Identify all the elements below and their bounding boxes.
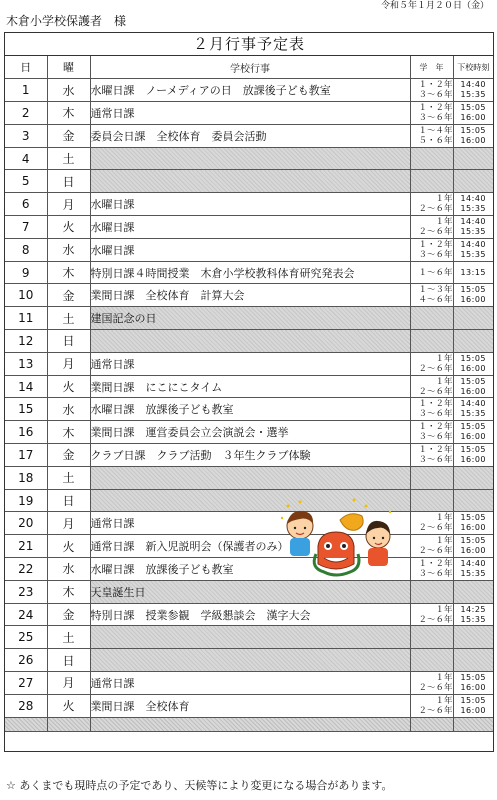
dismissal-time: 15:35 <box>460 226 487 236</box>
table-row <box>5 489 493 512</box>
dismissal-cell <box>453 147 493 170</box>
grade-line: ２～６年 <box>418 226 453 237</box>
dismissal-cell <box>453 170 493 193</box>
dismissal-time: 15:05 <box>460 513 487 523</box>
dismissal-cell <box>453 216 493 239</box>
day-cell: 21 <box>5 535 47 558</box>
grade-cell <box>410 535 453 558</box>
column-header-grade: 学 年 <box>410 56 453 79</box>
dismissal-cell <box>453 261 493 284</box>
filler-cell <box>5 717 47 731</box>
dismissal-cell <box>453 330 493 353</box>
event-cell: 水曜日課 <box>90 193 410 216</box>
weekday-cell: 日 <box>47 649 90 672</box>
weekday-cell: 月 <box>47 193 90 216</box>
table-row <box>5 216 493 239</box>
dismissal-time: 15:35 <box>460 204 487 214</box>
event-cell: 通常日課 <box>90 102 410 125</box>
filler-cell <box>47 717 90 731</box>
column-header-day: 日 <box>5 56 47 79</box>
table-row <box>5 193 493 216</box>
dismissal-time: 15:05 <box>460 376 487 386</box>
addressee: 木倉小学校保護者 様 <box>6 14 127 28</box>
grade-cell <box>410 147 453 170</box>
dismissal-cell <box>453 79 493 102</box>
event-cell: 水曜日課 放課後子ども教室 <box>90 558 410 581</box>
day-cell: 5 <box>5 170 47 193</box>
day-cell: 13 <box>5 352 47 375</box>
weekday-cell: 土 <box>47 466 90 489</box>
grade-line: ５・６年 <box>418 135 453 146</box>
weekday-cell: 日 <box>47 330 90 353</box>
day-cell: 17 <box>5 444 47 467</box>
table-row <box>5 398 493 421</box>
table-row <box>5 375 493 398</box>
event-cell: 業間日課 にこにこタイム <box>90 375 410 398</box>
grade-line: １・２年 <box>418 422 453 433</box>
day-cell: 12 <box>5 330 47 353</box>
column-header-dismissal: 下校時刻 <box>453 56 493 79</box>
grade-cell <box>410 216 453 239</box>
grade-cell <box>410 672 453 695</box>
weekday-cell: 月 <box>47 512 90 535</box>
grade-cell <box>410 580 453 603</box>
dismissal-cell <box>453 352 493 375</box>
table-row <box>5 330 493 353</box>
dismissal-cell <box>453 694 493 717</box>
column-header-event: 学校行事 <box>90 56 410 79</box>
event-cell: 業間日課 全校体育 計算大会 <box>90 284 410 307</box>
dismissal-cell <box>453 421 493 444</box>
event-cell: 委員会日課 全校体育 委員会活動 <box>90 124 410 147</box>
dismissal-cell <box>453 398 493 421</box>
event-cell: 通常日課 <box>90 512 410 535</box>
page-title: ２月行事予定表 <box>5 33 493 56</box>
day-cell: 11 <box>5 307 47 330</box>
grade-line: ２～６年 <box>418 363 453 374</box>
day-cell: 7 <box>5 216 47 239</box>
grade-line: １年 <box>435 194 453 205</box>
day-cell: 15 <box>5 398 47 421</box>
grade-cell <box>410 238 453 261</box>
weekday-cell: 火 <box>47 535 90 558</box>
table-row <box>5 626 493 649</box>
weekday-cell: 金 <box>47 444 90 467</box>
grade-cell <box>410 421 453 444</box>
weekday-cell: 金 <box>47 284 90 307</box>
dismissal-cell <box>453 466 493 489</box>
weekday-cell: 火 <box>47 375 90 398</box>
table-row <box>5 261 493 284</box>
grade-line: １～３年 <box>418 285 453 296</box>
dismissal-time: 15:35 <box>460 409 487 419</box>
table-row <box>5 284 493 307</box>
dismissal-time: 15:35 <box>460 568 487 578</box>
dismissal-time: 16:00 <box>460 363 487 373</box>
grade-cell <box>410 694 453 717</box>
grade-cell <box>410 307 453 330</box>
weekday-cell: 火 <box>47 694 90 717</box>
dismissal-time: 14:40 <box>460 558 487 568</box>
dismissal-cell <box>453 535 493 558</box>
filler-row <box>5 717 493 731</box>
dismissal-cell <box>453 284 493 307</box>
grade-cell <box>410 79 453 102</box>
grade-cell <box>410 558 453 581</box>
dismissal-cell <box>453 512 493 535</box>
table-row <box>5 352 493 375</box>
dismissal-time: 14:40 <box>460 80 487 90</box>
day-cell: 10 <box>5 284 47 307</box>
event-cell: クラブ日課 クラブ活動 ３年生クラブ体験 <box>90 444 410 467</box>
grade-cell <box>410 284 453 307</box>
grade-cell <box>410 649 453 672</box>
table-row <box>5 512 493 535</box>
day-cell: 25 <box>5 626 47 649</box>
weekday-cell: 木 <box>47 421 90 444</box>
table-row <box>5 102 493 125</box>
grade-cell <box>410 193 453 216</box>
day-cell: 8 <box>5 238 47 261</box>
grade-cell <box>410 512 453 535</box>
dismissal-time: 15:05 <box>460 422 487 432</box>
weekday-cell: 木 <box>47 261 90 284</box>
dismissal-time: 14:40 <box>460 194 487 204</box>
day-cell: 20 <box>5 512 47 535</box>
grade-line: １年 <box>435 695 453 706</box>
dismissal-cell <box>453 193 493 216</box>
dismissal-time: 15:05 <box>460 353 487 363</box>
grade-cell <box>410 375 453 398</box>
day-cell: 16 <box>5 421 47 444</box>
filler-cell <box>453 717 493 731</box>
dismissal-time: 16:00 <box>460 135 487 145</box>
weekday-cell: 土 <box>47 626 90 649</box>
grade-line: １・２年 <box>418 558 453 569</box>
event-cell: 水曜日課 <box>90 238 410 261</box>
event-cell: 天皇誕生日 <box>90 580 410 603</box>
dismissal-cell <box>453 603 493 626</box>
weekday-cell: 火 <box>47 216 90 239</box>
grade-line: ２～６年 <box>418 546 453 557</box>
day-cell: 2 <box>5 102 47 125</box>
dismissal-time: 14:25 <box>460 604 487 614</box>
grade-line: １・２年 <box>418 399 453 410</box>
dismissal-cell <box>453 489 493 512</box>
event-cell <box>90 330 410 353</box>
event-cell: 業間日課 全校体育 <box>90 694 410 717</box>
dismissal-time: 16:00 <box>460 682 487 692</box>
day-cell: 24 <box>5 603 47 626</box>
event-cell <box>90 466 410 489</box>
dismissal-time: 16:00 <box>460 523 487 533</box>
weekday-cell: 木 <box>47 102 90 125</box>
event-cell: 業間日課 運営委員会立会演説会・選挙 <box>90 421 410 444</box>
grade-line: ３～６年 <box>418 90 453 101</box>
day-cell: 3 <box>5 124 47 147</box>
dismissal-time: 15:05 <box>460 536 487 546</box>
weekday-cell: 金 <box>47 603 90 626</box>
grade-line: １・２年 <box>418 102 453 113</box>
grade-line: １年 <box>435 536 453 547</box>
dismissal-time: 15:05 <box>460 672 487 682</box>
grade-line: ２～６年 <box>418 614 453 625</box>
table-row <box>5 79 493 102</box>
grade-cell <box>410 489 453 512</box>
grade-line: ２～６年 <box>418 386 453 397</box>
grade-cell <box>410 170 453 193</box>
table-row <box>5 444 493 467</box>
grade-line: １～６年 <box>418 267 453 278</box>
day-cell: 26 <box>5 649 47 672</box>
grade-line: １年 <box>435 216 453 227</box>
event-cell: 特別日課４時間授業 木倉小学校教科体育研究発表会 <box>90 261 410 284</box>
grade-line: ４～６年 <box>418 295 453 306</box>
dismissal-cell <box>453 444 493 467</box>
weekday-cell: 水 <box>47 558 90 581</box>
issue-date: 令和５年１月２０日（金） <box>380 1 489 11</box>
dismissal-time: 15:05 <box>460 125 487 135</box>
day-cell: 18 <box>5 466 47 489</box>
grade-line: ３～６年 <box>418 454 453 465</box>
table-row <box>5 124 493 147</box>
schedule-sheet <box>4 32 494 752</box>
event-cell: 水曜日課 放課後子ども教室 <box>90 398 410 421</box>
dismissal-time: 15:05 <box>460 102 487 112</box>
filler-cell <box>90 717 410 731</box>
grade-line: １・２年 <box>418 444 453 455</box>
grade-line: ２～６年 <box>418 705 453 716</box>
event-cell <box>90 170 410 193</box>
grade-line: １年 <box>435 353 453 364</box>
grade-line: １年 <box>435 376 453 387</box>
table-row <box>5 421 493 444</box>
event-cell: 水曜日課 ノーメディアの日 放課後子ども教室 <box>90 79 410 102</box>
day-cell: 4 <box>5 147 47 170</box>
day-cell: 28 <box>5 694 47 717</box>
dismissal-time: 16:00 <box>460 112 487 122</box>
dismissal-cell <box>453 580 493 603</box>
weekday-cell: 土 <box>47 307 90 330</box>
dismissal-cell <box>453 238 493 261</box>
day-cell: 22 <box>5 558 47 581</box>
table-row <box>5 672 493 695</box>
event-cell <box>90 626 410 649</box>
dismissal-cell <box>453 672 493 695</box>
weekday-cell: 水 <box>47 398 90 421</box>
table-row <box>5 170 493 193</box>
grade-cell <box>410 626 453 649</box>
dismissal-cell <box>453 102 493 125</box>
weekday-cell: 日 <box>47 170 90 193</box>
grade-line: ３～６年 <box>418 112 453 123</box>
day-cell: 9 <box>5 261 47 284</box>
dismissal-cell <box>453 558 493 581</box>
weekday-cell: 日 <box>47 489 90 512</box>
weekday-cell: 月 <box>47 352 90 375</box>
grade-cell <box>410 102 453 125</box>
event-cell <box>90 649 410 672</box>
table-row <box>5 603 493 626</box>
event-cell: 通常日課 <box>90 352 410 375</box>
day-cell: 1 <box>5 79 47 102</box>
dismissal-time: 14:40 <box>460 399 487 409</box>
grade-line: ２～６年 <box>418 523 453 534</box>
dismissal-time: 13:15 <box>460 267 487 277</box>
weekday-cell: 水 <box>47 79 90 102</box>
event-cell: 通常日課 新入児説明会（保護者のみ） <box>90 535 410 558</box>
day-cell: 6 <box>5 193 47 216</box>
grade-cell <box>410 330 453 353</box>
grade-cell <box>410 124 453 147</box>
day-cell: 14 <box>5 375 47 398</box>
grade-cell <box>410 352 453 375</box>
table-row <box>5 580 493 603</box>
table-row <box>5 558 493 581</box>
grade-line: ３～６年 <box>418 409 453 420</box>
dismissal-time: 15:35 <box>460 614 487 624</box>
grade-line: ３～６年 <box>418 432 453 443</box>
weekday-cell: 水 <box>47 238 90 261</box>
grade-line: ３～６年 <box>418 568 453 579</box>
weekday-cell: 土 <box>47 147 90 170</box>
table-row <box>5 694 493 717</box>
weekday-cell: 金 <box>47 124 90 147</box>
table-row <box>5 649 493 672</box>
event-cell: 建国記念の日 <box>90 307 410 330</box>
table-row <box>5 238 493 261</box>
dismissal-time: 15:35 <box>460 249 487 259</box>
footnote: ☆ あくまでも現時点の予定であり、天候等により変更になる場合があります。 <box>6 779 393 792</box>
table-row <box>5 307 493 330</box>
table-row <box>5 147 493 170</box>
table-row <box>5 535 493 558</box>
dismissal-time: 15:05 <box>460 285 487 295</box>
day-cell: 27 <box>5 672 47 695</box>
grade-cell <box>410 444 453 467</box>
grade-line: １・２年 <box>418 239 453 250</box>
dismissal-time: 16:00 <box>460 386 487 396</box>
dismissal-time: 16:00 <box>460 705 487 715</box>
column-header-weekday: 曜 <box>47 56 90 79</box>
schedule-table <box>5 56 493 732</box>
grade-line: １年 <box>435 604 453 615</box>
dismissal-cell <box>453 649 493 672</box>
grade-line: １年 <box>435 513 453 524</box>
table-row <box>5 466 493 489</box>
dismissal-time: 14:40 <box>460 216 487 226</box>
grade-line: １～４年 <box>418 125 453 136</box>
grade-cell <box>410 603 453 626</box>
dismissal-time: 16:00 <box>460 546 487 556</box>
table-header-row <box>5 56 493 79</box>
event-cell: 通常日課 <box>90 672 410 695</box>
dismissal-time: 15:35 <box>460 90 487 100</box>
dismissal-time: 14:40 <box>460 239 487 249</box>
grade-line: ２～６年 <box>418 682 453 693</box>
dismissal-cell <box>453 626 493 649</box>
event-cell: 特別日課 授業参観 学級懇談会 漢字大会 <box>90 603 410 626</box>
dismissal-cell <box>453 124 493 147</box>
dismissal-time: 15:05 <box>460 695 487 705</box>
dismissal-cell <box>453 307 493 330</box>
dismissal-time: 15:05 <box>460 444 487 454</box>
dismissal-time: 16:00 <box>460 432 487 442</box>
day-cell: 23 <box>5 580 47 603</box>
filler-cell <box>410 717 453 731</box>
grade-line: ３～６年 <box>418 249 453 260</box>
weekday-cell: 木 <box>47 580 90 603</box>
grade-line: １年 <box>435 672 453 683</box>
grade-cell <box>410 398 453 421</box>
grade-cell <box>410 261 453 284</box>
grade-line: ２～６年 <box>418 204 453 215</box>
day-cell: 19 <box>5 489 47 512</box>
dismissal-cell <box>453 375 493 398</box>
dismissal-time: 16:00 <box>460 454 487 464</box>
weekday-cell: 月 <box>47 672 90 695</box>
grade-line: １・２年 <box>418 80 453 91</box>
event-cell <box>90 147 410 170</box>
dismissal-time: 16:00 <box>460 295 487 305</box>
children-lion-dance-illustration <box>280 498 400 582</box>
event-cell: 水曜日課 <box>90 216 410 239</box>
grade-cell <box>410 466 453 489</box>
